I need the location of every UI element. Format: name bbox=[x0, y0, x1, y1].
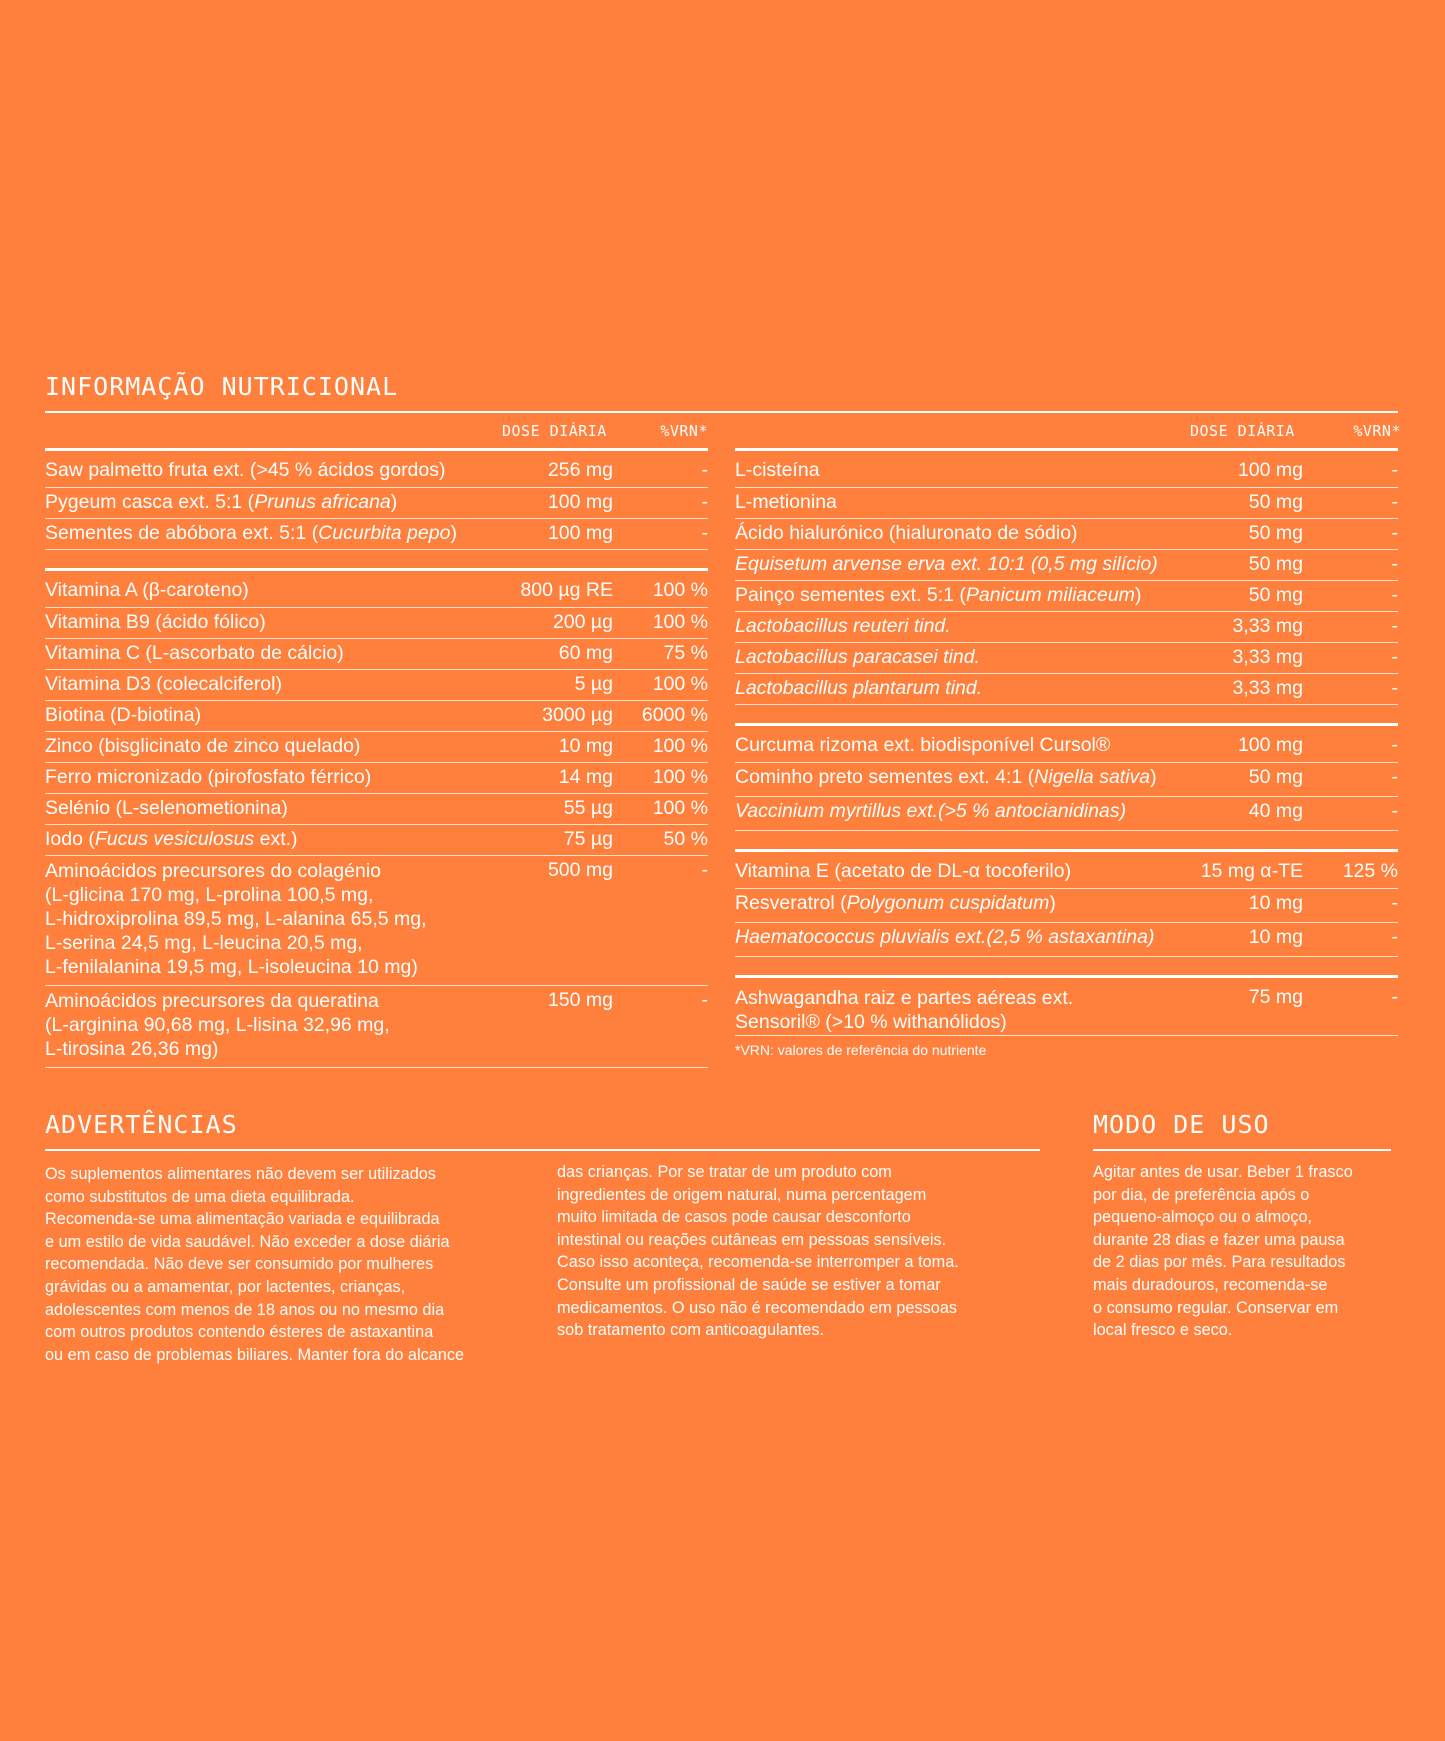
daily-dose: 10 mg bbox=[558, 735, 613, 757]
warnings-text-col1 bbox=[45, 1163, 464, 1366]
nutrient-name: Vitamina C (L-ascorbato de cálcio) bbox=[45, 642, 344, 664]
nutrient-name bbox=[735, 615, 951, 638]
daily-dose: 3,33 mg bbox=[1232, 677, 1303, 699]
daily-dose: 50 mg bbox=[1248, 766, 1303, 788]
nutrient-row bbox=[735, 923, 1398, 957]
usage-line: por dia, de preferência após o bbox=[1093, 1185, 1310, 1204]
nutrient-row bbox=[735, 674, 1398, 705]
nutrient-row bbox=[45, 732, 708, 763]
vrn-value: - bbox=[1391, 766, 1398, 788]
daily-dose: 3,33 mg bbox=[1232, 615, 1303, 637]
nutrient-group bbox=[45, 448, 708, 550]
warnings-line: recomendada. Não deve ser consumido por mulheres bbox=[45, 1255, 434, 1274]
daily-dose: 15 mg α-TE bbox=[1200, 860, 1303, 882]
warnings-line: com outros produtos contendo ésteres de astaxantina bbox=[45, 1323, 434, 1342]
vrn-value: 100 % bbox=[652, 797, 708, 819]
nutrient-row bbox=[45, 825, 708, 856]
daily-dose: 500 mg bbox=[547, 859, 613, 881]
nutrient-name-line: L-serina 24,5 mg, L-leucina 20,5 mg, bbox=[45, 932, 363, 954]
vrn-value: - bbox=[701, 522, 708, 544]
daily-dose: 10 mg bbox=[1248, 892, 1303, 914]
nutrient-row bbox=[45, 856, 708, 986]
nutrient-name: Sementes de abóbora ext. 5:1 (Cucurbita pepo) bbox=[45, 522, 457, 544]
vrn-value: 50 % bbox=[663, 828, 708, 850]
usage-title: MODO DE USO bbox=[1093, 1110, 1270, 1139]
daily-dose: 50 mg bbox=[1248, 584, 1303, 606]
nutrient-name bbox=[735, 553, 1158, 576]
nutrient-name: Vitamina B9 (ácido fólico) bbox=[45, 611, 266, 633]
daily-dose: 3,33 mg bbox=[1232, 646, 1303, 668]
vrn-value: - bbox=[1391, 800, 1398, 822]
nutrient-group bbox=[45, 568, 708, 1068]
warnings-line: grávidas ou a amamentar, por lactentes, crianças, bbox=[45, 1277, 406, 1296]
daily-dose: 3000 µg bbox=[542, 704, 613, 726]
nutrient-name: Resveratrol (Polygonum cuspidatum) bbox=[735, 892, 1056, 914]
daily-dose: 60 mg bbox=[558, 642, 613, 664]
nutrient-name: Ácido hialurónico (hialuronato de sódio) bbox=[735, 522, 1078, 544]
warnings-text-col2 bbox=[557, 1161, 959, 1342]
nutrient-row bbox=[735, 612, 1398, 643]
vrn-value: - bbox=[1391, 646, 1398, 668]
table-header bbox=[735, 414, 1401, 448]
vrn-value: - bbox=[1391, 734, 1398, 756]
nutrition-table-left bbox=[45, 414, 708, 1068]
usage-line: mais duradouros, recomenda-se bbox=[1093, 1275, 1328, 1294]
warnings-rule bbox=[45, 1149, 1040, 1151]
vrn-value: - bbox=[1391, 986, 1398, 1008]
daily-dose: 100 mg bbox=[1237, 459, 1303, 481]
nutrient-name bbox=[45, 859, 427, 979]
latin-name: Lactobacillus reuteri tind. bbox=[735, 615, 951, 637]
vrn-value: 100 % bbox=[652, 611, 708, 633]
warnings-line: Os suplementos alimentares não devem ser utilizados bbox=[45, 1165, 436, 1183]
warnings-title: ADVERTÊNCIAS bbox=[45, 1110, 238, 1139]
latin-name: Panicum miliaceum bbox=[965, 584, 1135, 606]
usage-rule bbox=[1093, 1149, 1391, 1151]
nutrient-group bbox=[735, 975, 1398, 1036]
nutrient-name bbox=[735, 926, 1154, 949]
usage-line: de 2 dias por mês. Para resultados bbox=[1093, 1253, 1346, 1272]
vrn-value: - bbox=[1391, 522, 1398, 544]
daily-dose: 10 mg bbox=[1248, 926, 1303, 948]
daily-dose: 800 µg RE bbox=[520, 579, 613, 601]
vrn-value: - bbox=[701, 491, 708, 513]
warnings-line: ingredientes de origem natural, numa percentagem bbox=[557, 1185, 927, 1204]
vrn-value: - bbox=[1391, 584, 1398, 606]
nutrient-row bbox=[45, 451, 708, 488]
nutrient-row bbox=[45, 608, 708, 639]
nutrient-row bbox=[735, 852, 1398, 889]
vrn-value: 100 % bbox=[652, 673, 708, 695]
nutrient-row bbox=[735, 581, 1398, 612]
nutrient-name-line: Aminoácidos precursores do colagénio bbox=[45, 860, 382, 882]
daily-dose: 100 mg bbox=[1237, 734, 1303, 756]
table-header bbox=[45, 414, 708, 448]
nutrient-name: Painço sementes ext. 5:1 (Panicum miliaceum) bbox=[735, 584, 1142, 606]
daily-dose: 100 mg bbox=[547, 522, 613, 544]
nutrient-row bbox=[45, 794, 708, 825]
latin-name: Nigella sativa bbox=[1034, 766, 1151, 788]
daily-dose: 256 mg bbox=[547, 459, 613, 481]
daily-dose: 5 µg bbox=[574, 673, 613, 695]
vrn-header: %VRN* bbox=[1353, 422, 1401, 440]
usage-line: durante 28 dias e fazer uma pausa bbox=[1093, 1230, 1345, 1249]
latin-name: Cucurbita pepo bbox=[318, 522, 451, 544]
latin-name: Vaccinium myrtillus ext.(>5 % antocianidinas) bbox=[735, 800, 1127, 822]
nutrition-table-right bbox=[735, 414, 1401, 1058]
nutrient-name bbox=[735, 646, 980, 669]
warnings-line: muito limitada de casos pode causar desconforto bbox=[557, 1208, 911, 1227]
nutrient-name: Pygeum casca ext. 5:1 (Prunus africana) bbox=[45, 491, 398, 513]
vrn-value: 100 % bbox=[652, 579, 708, 601]
vrn-value: 125 % bbox=[1342, 860, 1398, 882]
vrn-value: - bbox=[1391, 615, 1398, 637]
nutrient-row bbox=[735, 726, 1398, 763]
title-rule bbox=[45, 411, 1398, 413]
vrn-value: - bbox=[701, 859, 708, 881]
vrn-value: 100 % bbox=[652, 735, 708, 757]
nutrient-group bbox=[735, 849, 1398, 957]
daily-dose: 200 µg bbox=[552, 611, 613, 633]
nutrient-row bbox=[735, 978, 1398, 1036]
nutrient-name: Vitamina D3 (colecalciferol) bbox=[45, 673, 282, 695]
nutrient-row bbox=[45, 488, 708, 519]
vrn-value: - bbox=[701, 459, 708, 481]
vrn-footnote: *VRN: valores de referência do nutriente bbox=[735, 1042, 987, 1058]
nutrient-name-line: L-hidroxiprolina 89,5 mg, L-alanina 65,5 mg, bbox=[45, 908, 427, 930]
nutrient-row bbox=[735, 488, 1398, 519]
daily-dose: 14 mg bbox=[558, 766, 613, 788]
nutrition-title: INFORMAÇÃO NUTRICIONAL bbox=[45, 372, 399, 401]
usage-line: o consumo regular. Conservar em bbox=[1093, 1298, 1339, 1317]
nutrient-row bbox=[45, 763, 708, 794]
daily-dose: 50 mg bbox=[1248, 522, 1303, 544]
warnings-line: sob tratamento com anticoagulantes. bbox=[557, 1321, 824, 1340]
vrn-value: - bbox=[1391, 677, 1398, 699]
nutrient-name: Biotina (D-biotina) bbox=[45, 704, 202, 726]
usage-line: pequeno-almoço ou o almoço, bbox=[1093, 1208, 1313, 1227]
latin-name: Fucus vesiculosus bbox=[94, 828, 255, 850]
nutrient-name-line: L-fenilalanina 19,5 mg, L-isoleucina 10 mg) bbox=[45, 956, 418, 978]
vrn-value: - bbox=[1391, 553, 1398, 575]
latin-name: Haematococcus pluvialis ext.(2,5 % astaxantina) bbox=[735, 926, 1155, 948]
nutrient-name-line: (L-glicina 170 mg, L-prolina 100,5 mg, bbox=[45, 884, 374, 906]
usage-text bbox=[1093, 1161, 1353, 1342]
nutrient-row bbox=[735, 550, 1398, 581]
daily-dose: 100 mg bbox=[547, 491, 613, 513]
vrn-value: 6000 % bbox=[641, 704, 708, 726]
warnings-line: Consulte um profissional de saúde se estiver a tomar bbox=[557, 1275, 941, 1294]
nutrient-name bbox=[45, 989, 390, 1061]
daily-dose: 50 mg bbox=[1248, 553, 1303, 575]
latin-name: Lactobacillus plantarum tind. bbox=[735, 677, 983, 699]
latin-name: Polygonum cuspidatum bbox=[846, 892, 1050, 914]
warnings-line: ou em caso de problemas biliares. Manter fora do alcance bbox=[45, 1345, 465, 1364]
dose-header: DOSE DIÁRIA bbox=[1190, 422, 1295, 440]
nutrient-name: Cominho preto sementes ext. 4:1 (Nigella sativa) bbox=[735, 766, 1157, 788]
nutrient-row bbox=[735, 889, 1398, 923]
nutrient-name: Saw palmetto fruta ext. (>45 % ácidos gordos) bbox=[45, 459, 446, 481]
nutrient-row bbox=[45, 701, 708, 732]
vrn-value: - bbox=[701, 989, 708, 1011]
nutrient-name: Selénio (L-selenometionina) bbox=[45, 797, 288, 819]
nutrient-row bbox=[735, 451, 1398, 488]
warnings-line: Recomenda-se uma alimentação variada e equilibrada bbox=[45, 1210, 440, 1229]
nutrient-row bbox=[45, 571, 708, 608]
vrn-value: - bbox=[1391, 926, 1398, 948]
nutrient-row bbox=[735, 763, 1398, 797]
vrn-value: - bbox=[1391, 491, 1398, 513]
vrn-value: - bbox=[1391, 459, 1398, 481]
daily-dose: 75 µg bbox=[563, 828, 613, 850]
daily-dose: 150 mg bbox=[547, 989, 613, 1011]
nutrient-name: Zinco (bisglicinato de zinco quelado) bbox=[45, 735, 361, 757]
nutrient-name-line: Ashwagandha raiz e partes aéreas ext. bbox=[735, 987, 1074, 1009]
nutrient-name: Vitamina A (β-caroteno) bbox=[45, 579, 249, 601]
warnings-line: das crianças. Por se tratar de um produto com bbox=[557, 1163, 892, 1181]
latin-name: Prunus africana bbox=[254, 491, 391, 513]
warnings-line: intestinal ou reações cutâneas em pessoas sensíveis. bbox=[557, 1230, 947, 1249]
daily-dose: 55 µg bbox=[563, 797, 613, 819]
nutrient-name: Ferro micronizado (pirofosfato férrico) bbox=[45, 766, 372, 788]
latin-name: Lactobacillus paracasei tind. bbox=[735, 646, 980, 668]
vrn-value: - bbox=[1391, 892, 1398, 914]
nutrient-name-line: L-tirosina 26,36 mg) bbox=[45, 1038, 219, 1060]
vrn-value: 100 % bbox=[652, 766, 708, 788]
warnings-line: e um estilo de vida saudável. Não exceder a dose diária bbox=[45, 1232, 450, 1251]
nutrient-name: L-cisteína bbox=[735, 459, 820, 481]
vrn-header: %VRN* bbox=[660, 422, 708, 440]
nutrient-name bbox=[735, 800, 1126, 823]
nutrient-row bbox=[45, 639, 708, 670]
nutrient-group bbox=[735, 448, 1398, 705]
nutrient-row bbox=[735, 643, 1398, 674]
daily-dose: 50 mg bbox=[1248, 491, 1303, 513]
nutrient-row bbox=[735, 519, 1398, 550]
nutrient-row bbox=[45, 519, 708, 550]
usage-line: Agitar antes de usar. Beber 1 frasco bbox=[1093, 1163, 1353, 1181]
nutrient-name-line: (L-arginina 90,68 mg, L-lisina 32,96 mg, bbox=[45, 1014, 390, 1036]
daily-dose: 75 mg bbox=[1248, 986, 1303, 1008]
warnings-line: medicamentos. O uso não é recomendado em pessoas bbox=[557, 1298, 958, 1317]
nutrient-name-line: Aminoácidos precursores da queratina bbox=[45, 990, 379, 1012]
dose-header: DOSE DIÁRIA bbox=[502, 422, 607, 440]
nutrient-row bbox=[735, 797, 1398, 831]
latin-name: Equisetum arvense erva ext. 10:1 (0,5 mg silício) bbox=[735, 553, 1158, 575]
nutrient-name-line: Sensoril® (>10 % withanólidos) bbox=[735, 1011, 1007, 1033]
nutrient-row bbox=[45, 670, 708, 701]
nutrient-name: Curcuma rizoma ext. biodisponível Cursol® bbox=[735, 734, 1111, 756]
nutrient-name bbox=[735, 677, 982, 700]
nutrient-name: L-metionina bbox=[735, 491, 837, 513]
nutrient-group bbox=[735, 723, 1398, 831]
vrn-value: 75 % bbox=[663, 642, 708, 664]
nutrient-name bbox=[735, 986, 1073, 1034]
nutrient-row bbox=[45, 986, 708, 1068]
daily-dose: 40 mg bbox=[1248, 800, 1303, 822]
warnings-line: como substitutos de uma dieta equilibrada. bbox=[45, 1187, 355, 1206]
usage-line: local fresco e seco. bbox=[1093, 1321, 1233, 1340]
nutrient-name: Iodo (Fucus vesiculosus ext.) bbox=[45, 828, 298, 850]
nutrient-name: Vitamina E (acetato de DL-α tocoferilo) bbox=[735, 860, 1072, 882]
warnings-line: Caso isso aconteça, recomenda-se interromper a toma. bbox=[557, 1253, 959, 1272]
warnings-line: adolescentes com menos de 18 anos ou no mesmo dia bbox=[45, 1300, 445, 1319]
